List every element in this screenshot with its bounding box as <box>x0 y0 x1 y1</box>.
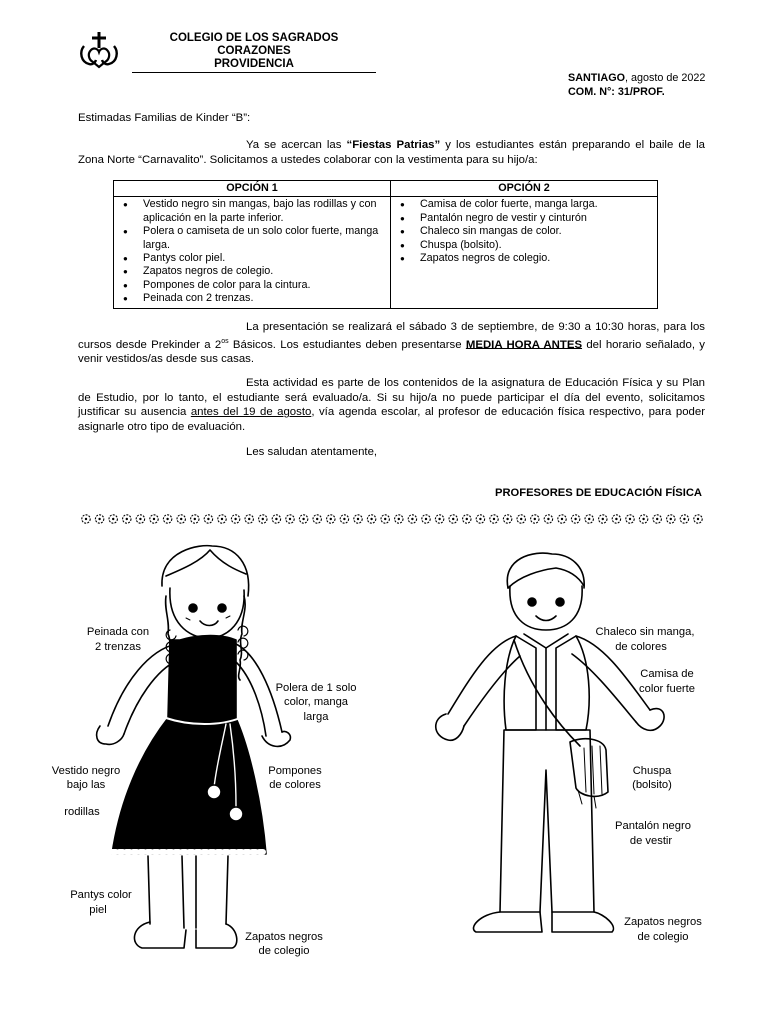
flower-ornament-icon <box>286 515 294 523</box>
label-pompons-line2: de colores <box>269 779 321 791</box>
list-item: ● Zapatos negros de colegio. <box>118 265 386 278</box>
flower-ornament-icon <box>191 515 199 523</box>
flower-ornament-icon <box>163 515 171 523</box>
clothing-options-table <box>113 180 658 309</box>
flower-ornament-icon <box>150 515 158 523</box>
girl-figure <box>94 546 291 948</box>
flower-ornament-icon <box>354 515 362 523</box>
option-1-list <box>118 198 386 305</box>
flower-ornament-icon <box>531 515 539 523</box>
flower-ornament-icon <box>367 515 375 523</box>
flower-ornament-icon <box>639 515 647 523</box>
flower-ornament-icon <box>585 515 593 523</box>
paragraph-intro: Ya se acercan las “Fiestas Patrias” y los estudiantes están preparando el baile de la Zona Norte “Carnavalito”. Solicitamos a ustedes colaborar con la vestimenta para su hijo/a: <box>78 139 705 166</box>
flower-ornament-icon <box>490 515 498 523</box>
flower-ornament-icon <box>449 515 457 523</box>
signature: PROFESORES DE EDUCACIÓN FÍSICA <box>495 487 702 499</box>
list-item: ● Vestido negro sin mangas, bajo las rodillas y con aplicación en la parte inferior. <box>118 198 386 225</box>
flower-ornament-icon <box>558 515 566 523</box>
flower-ornament-icon <box>517 515 525 523</box>
label-boy-shoes-line2: de colegio <box>637 931 689 943</box>
school-name-line2: PROVIDENCIA <box>132 58 376 73</box>
flower-ornament-icon <box>612 515 620 523</box>
flower-ornament-icon <box>653 515 661 523</box>
school-name-line1: COLEGIO DE LOS SAGRADOS CORAZONES <box>169 32 339 57</box>
paragraph-evaluation: Esta actividad es parte de los contenidos de la asignatura de Educación Física y su Plan de Estudio, por lo tanto, el estudiante será evaluado/a. Si su hijo/a no puede participar el día del evento, solicitamos justificar su ausencia antes del 19 de agosto, vía agenda escolar, al profesor de educación física respectivo, para poder asignarle otro tipo de evaluación. <box>78 377 705 433</box>
label-pompons-line1: Pompones <box>268 765 322 777</box>
half-hour-early-text: MEDIA HORA ANTES <box>465 338 583 351</box>
flower-ornament-icon <box>599 515 607 523</box>
flower-ornament-icon <box>571 515 579 523</box>
flower-ornament-icon <box>313 515 321 523</box>
flower-ornament-icon <box>694 515 702 523</box>
flower-ornament-icon <box>245 515 253 523</box>
label-pants-line2: de vestir <box>629 835 673 847</box>
label-bag-line2: (bolsito) <box>632 779 672 791</box>
flower-ornament-icon <box>109 515 117 523</box>
closing: Les saludan atentamente, <box>246 446 378 458</box>
label-dress-line2: bajo las <box>66 779 106 791</box>
option-2-list <box>395 198 653 265</box>
list-item: ● Peinada con 2 trenzas. <box>118 292 386 305</box>
flower-ornament-icon <box>299 515 307 523</box>
costume-illustrations <box>0 530 768 1024</box>
flower-ornament-icon <box>381 515 389 523</box>
flower-ornament-icon <box>340 515 348 523</box>
fiestas-patrias-text: “Fiestas Patrias” <box>346 139 441 151</box>
flower-ornament-icon <box>95 515 103 523</box>
flower-ornament-icon <box>667 515 675 523</box>
label-boy-shirt-line1: Camisa de <box>640 668 694 680</box>
list-item: ● Camisa de color fuerte, manga larga. <box>395 198 653 211</box>
paragraph-schedule: La presentación se realizará el sábado 3 de septiembre, de 9:30 a 10:30 horas, para los cursos desde Prekinder a $2^{os}$ Básicos. Los estudiantes deben presentarse MEDIA HORA ANTES del horario señalado, y venir vestidos/as desde sus casas. <box>78 321 705 365</box>
option-2-header: OPCIÓN 2 <box>391 181 658 197</box>
communication-number: COM. N°: 31/PROF. <box>568 86 665 98</box>
label-tights-line2: piel <box>89 904 107 916</box>
school-name <box>132 32 376 73</box>
label-braids-line2: 2 trenzas <box>94 641 142 653</box>
flower-ornament-icon <box>463 515 471 523</box>
label-vest-line2: de colores <box>615 641 667 653</box>
city: SANTIAGO <box>568 72 625 84</box>
label-shirt-line3: larga <box>303 711 329 723</box>
list-item: ● Chaleco sin mangas de color. <box>395 225 653 238</box>
deadline-text: antes del 19 de agosto <box>190 406 312 419</box>
flower-ornament-icon <box>503 515 511 523</box>
label-boy-shoes-line1: Zapatos negros <box>624 916 702 928</box>
flower-ornament-icon <box>259 515 267 523</box>
label-braids-line1: Peinada con <box>86 626 150 638</box>
boy-figure <box>436 553 664 932</box>
flower-ornament-icon <box>82 515 90 523</box>
label-dress-line1: Vestido negro <box>51 765 121 777</box>
school-logo-icon <box>78 30 120 70</box>
greeting: Estimadas Familias de Kinder “B”: <box>78 112 251 124</box>
flower-ornament-icon <box>626 515 634 523</box>
list-item: ● Pompones de color para la cintura. <box>118 279 386 292</box>
date-block <box>568 71 705 99</box>
list-item: ● Pantalón negro de vestir y cinturón <box>395 212 653 225</box>
flower-ornament-icon <box>435 515 443 523</box>
list-item: ● Polera o camiseta de un solo color fuerte, manga larga. <box>118 225 386 252</box>
flower-ornament-icon <box>204 515 212 523</box>
flower-ornament-icon <box>177 515 185 523</box>
flower-ornament-icon <box>231 515 239 523</box>
flower-ornament-icon <box>123 515 131 523</box>
flower-ornament-icon <box>218 515 226 523</box>
list-item: ● Chuspa (bolsito). <box>395 239 653 252</box>
label-shirt-line1: Polera de 1 solo <box>275 682 357 694</box>
label-vest-line1: Chaleco sin manga, <box>595 626 695 638</box>
label-girl-shoes-line1: Zapatos negros <box>245 931 323 943</box>
label-tights-line1: Pantys color <box>70 889 132 901</box>
flower-ornament-icon <box>680 515 688 523</box>
label-pants-line1: Pantalón negro <box>615 820 691 832</box>
flower-ornament-icon <box>476 515 484 523</box>
flower-ornament-icon <box>544 515 552 523</box>
label-bag-line1: Chuspa <box>632 765 672 777</box>
label-shirt-line2: color, manga <box>283 696 349 708</box>
flower-ornament-icon <box>327 515 335 523</box>
flower-ornament-icon <box>136 515 144 523</box>
list-item: ● Zapatos negros de colegio. <box>395 252 653 265</box>
flower-ornament-icon <box>272 515 280 523</box>
label-boy-shirt-line2: color fuerte <box>639 683 695 695</box>
option-1-header: OPCIÓN 1 <box>114 181 391 197</box>
flower-ornament-divider-icon <box>80 513 704 525</box>
label-dress-extra: rodillas <box>64 806 100 818</box>
label-girl-shoes-line2: de colegio <box>258 945 310 957</box>
flower-ornament-icon <box>422 515 430 523</box>
flower-ornament-icon <box>408 515 416 523</box>
date: , agosto de 2022 <box>624 72 706 84</box>
list-item: ● Pantys color piel. <box>118 252 386 265</box>
flower-ornament-icon <box>395 515 403 523</box>
